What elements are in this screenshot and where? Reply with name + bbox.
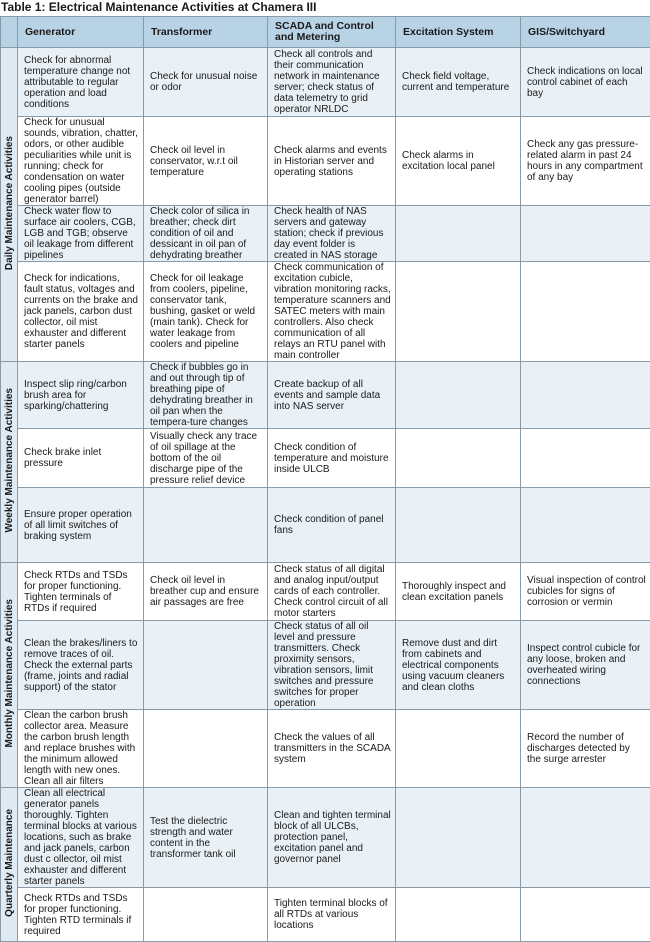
group-label-daily: Daily Maintenance Activities (1, 48, 18, 362)
table-cell: Inspect slip ring/carbon brush area for sparking/chattering (18, 362, 144, 429)
table-cell (521, 788, 650, 888)
table-cell (144, 488, 268, 563)
table-cell: Check status of all digital and analog input/output cards of each controller. Check control circuit of all motor starters (268, 563, 396, 621)
table-cell: Check all controls and their communication network in maintenance server; check status of data telemetry to grid operator NRLDC (268, 48, 396, 117)
table-row (1, 262, 650, 362)
table-cell: Check status of all oil level and pressure transmitters. Check proximity sensors, vibration sensors, limit switches and pressure switches for proper operation (268, 621, 396, 710)
table-row (1, 563, 650, 621)
table-cell: Ensure proper operation of all limit switches of braking system (18, 488, 144, 563)
table-cell (396, 488, 521, 563)
table-cell: Check health of NAS servers and gateway station; check if previous day event folder is created in NAS storage (268, 206, 396, 262)
table-cell: Remove dust and dirt from cabinets and electrical components using vacuum cleaners and clean cloths (396, 621, 521, 710)
table-cell: Check oil level in breather cup and ensure air passages are free (144, 563, 268, 621)
table-cell: Check any gas pressure-related alarm in past 24 hours in any compartment of any bay (521, 117, 650, 206)
table-cell: Visually check any trace of oil spillage at the bottom of the oil discharge pipe of the pressure relief device (144, 429, 268, 488)
table-cell: Check color of silica in breather; check dirt condition of oil and dessicant in oil pan of dehydrating breather (144, 206, 268, 262)
table-cell (521, 429, 650, 488)
table-cell: Check for unusual sounds, vibration, chatter, odors, or other audible peculiarities while unit is running; check for condensation on water cooling pipes (outside generator barrel) (18, 117, 144, 206)
table-title: Table 1: Electrical Maintenance Activities at Chamera III (0, 0, 650, 16)
column-header-generator: Generator (18, 17, 144, 48)
table-cell: Check for indications, fault status, voltages and currents on the brake and jack panels, carbon dust collector, oil mist exhauster and different starter panels (18, 262, 144, 362)
table-cell (521, 262, 650, 362)
table-row (1, 888, 650, 942)
column-header-gis: GIS/Switchyard (521, 17, 650, 48)
table-cell (144, 710, 268, 788)
column-header-scada: SCADA and Control and Metering (268, 17, 396, 48)
table-cell: Check condition of temperature and moisture inside ULCB (268, 429, 396, 488)
table-cell (521, 206, 650, 262)
column-header-transformer: Transformer (144, 17, 268, 48)
table-cell (396, 206, 521, 262)
table-cell: Check for unusual noise or odor (144, 48, 268, 117)
table-cell: Clean the brakes/liners to remove traces of oil. Check the external parts (frame, joints and radial support) of the stator (18, 621, 144, 710)
table-cell: Record the number of discharges detected by the surge arrester (521, 710, 650, 788)
table-cell (396, 710, 521, 788)
table-row (1, 362, 650, 429)
table-row (1, 621, 650, 710)
group-label-quarterly: Quarterly Maintenance (1, 788, 18, 942)
table-cell: Clean and tighten terminal block of all ULCBs, protection panel, excitation panel and governor panel (268, 788, 396, 888)
table-cell (396, 429, 521, 488)
table-row (1, 710, 650, 788)
table-cell (521, 888, 650, 942)
table-cell (396, 788, 521, 888)
table-cell: Check field voltage, current and temperature (396, 48, 521, 117)
table-row (1, 48, 650, 117)
table-cell: Create backup of all events and sample data into NAS server (268, 362, 396, 429)
maintenance-table (0, 16, 650, 942)
table-cell (396, 262, 521, 362)
table-cell: Clean the carbon brush collector area. Measure the carbon brush length and replace brushes with the minimum allowed length with new ones. Clean all air filters (18, 710, 144, 788)
table-cell (396, 888, 521, 942)
table-cell: Clean all electrical generator panels thoroughly. Tighten terminal blocks at various locations, such as brake and jack panels, carbon dust c ollector, oil mist exhauster and different starter panels (18, 788, 144, 888)
table-cell: Check communication of excitation cubicle, vibration monitoring racks, temperature scanners and SATEC meters with main controllers. Also check communication of all relays an RTU panel with main controller (268, 262, 396, 362)
table-row (1, 788, 650, 888)
header-corner (1, 17, 18, 48)
table-cell: Check alarms in excitation local panel (396, 117, 521, 206)
table-cell: Check alarms and events in Historian server and operating stations (268, 117, 396, 206)
table-cell: Check brake inlet pressure (18, 429, 144, 488)
table-cell: Check if bubbles go in and out through tip of breathing pipe of dehydrating breather in oil pan when the tempera-ture changes (144, 362, 268, 429)
table-row (1, 488, 650, 563)
table-cell: Visual inspection of control cubicles for signs of corrosion or vermin (521, 563, 650, 621)
table-cell: Test the dielectric strength and water content in the transformer tank oil (144, 788, 268, 888)
table-cell: Tighten terminal blocks of all RTDs at various locations (268, 888, 396, 942)
table-cell: Check for abnormal temperature change not attributable to regular operation and load conditions (18, 48, 144, 117)
table-cell: Check water flow to surface air coolers, CGB, LGB and TGB; observe oil leakage from different pipelines (18, 206, 144, 262)
table-cell: Inspect control cubicle for any loose, broken and overheated wiring connections (521, 621, 650, 710)
table-cell: Check for oil leakage from coolers, pipeline, conservator tank, bushing, gasket or weld (main tank). Check for water leakage from coolers and pipeline (144, 262, 268, 362)
table-cell: Check RTDs and TSDs for proper functioning. Tighten terminals of RTDs if required (18, 563, 144, 621)
table-cell: Check oil level in conservator, w.r.t oil temperature (144, 117, 268, 206)
table-cell: Check indications on local control cabinet of each bay (521, 48, 650, 117)
group-label-monthly: Monthly Maintenance Activities (1, 563, 18, 788)
table-cell: Check condition of panel fans (268, 488, 396, 563)
table-cell (521, 362, 650, 429)
table-cell: Check RTDs and TSDs for proper functioning. Tighten RTD terminals if required (18, 888, 144, 942)
column-header-excitation: Excitation System (396, 17, 521, 48)
table-cell: Thoroughly inspect and clean excitation panels (396, 563, 521, 621)
table-cell (521, 488, 650, 563)
group-label-weekly: Weekly Maintenance Activities (1, 362, 18, 563)
table-cell (144, 888, 268, 942)
table-row (1, 206, 650, 262)
table-row (1, 117, 650, 206)
table-cell: Check the values of all transmitters in the SCADA system (268, 710, 396, 788)
header-row (1, 17, 650, 48)
table-cell (396, 362, 521, 429)
table-cell (144, 621, 268, 710)
table-row (1, 429, 650, 488)
